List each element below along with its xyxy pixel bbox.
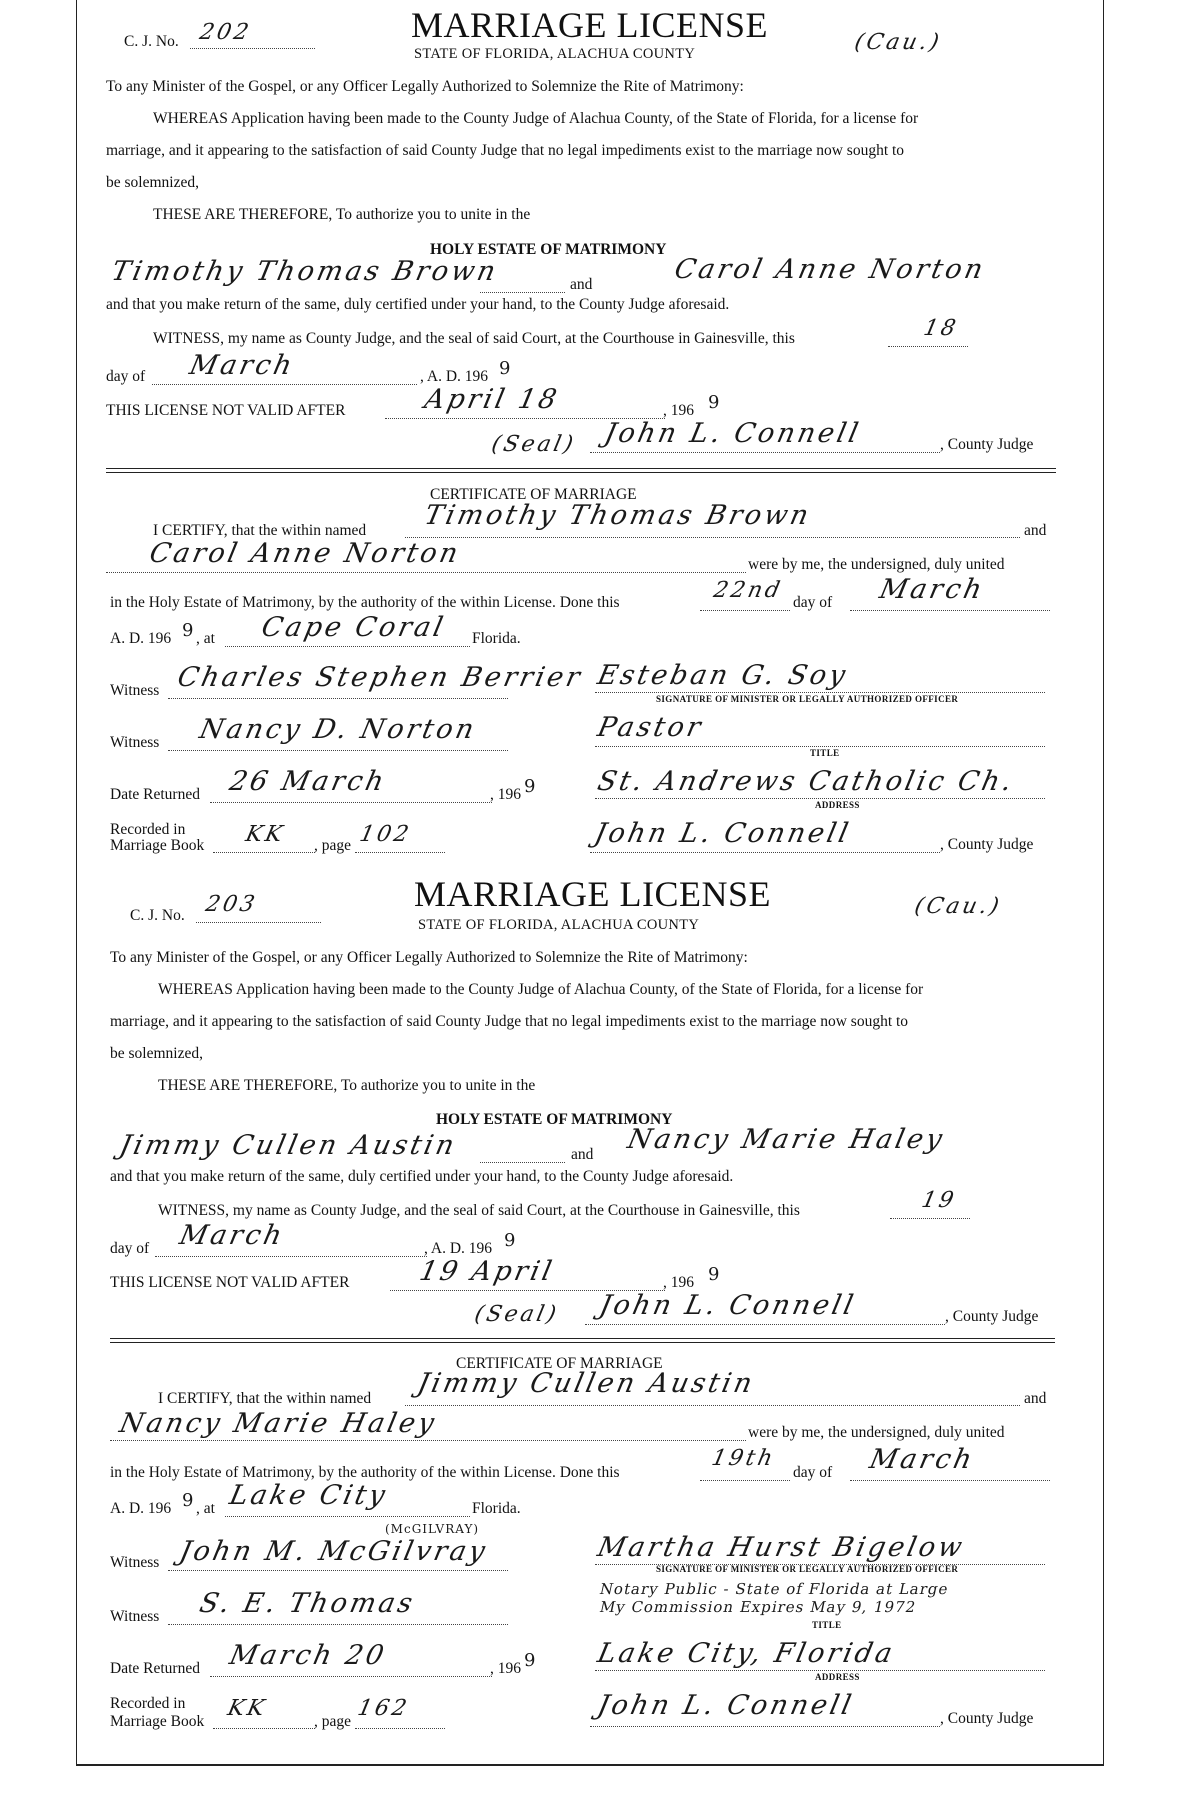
dotted-line (595, 746, 1045, 747)
certificate-title: CERTIFICATE OF MARRIAGE (430, 486, 637, 503)
dotted-line (110, 1440, 746, 1441)
license-month: March (176, 1220, 288, 1251)
dotted-line (152, 384, 417, 385)
date-returned-label: Date Returned (110, 786, 200, 803)
address-line: To any Minister of the Gospel, or any Officer Legally Authorized to Solemnize the Rite of Matrimony: (106, 78, 744, 95)
title-label: TITLE (810, 748, 840, 758)
address-label: ADDRESS (815, 1672, 860, 1682)
page-label: , page (314, 1713, 352, 1730)
dotted-line (213, 1728, 315, 1729)
expiry-year-label: , 196 (663, 402, 694, 419)
dotted-line (168, 698, 508, 699)
recorded-label-2: Marriage Book (110, 837, 205, 854)
returned-year: 9 (524, 1650, 537, 1671)
dotted-line (850, 610, 1050, 611)
ad-label: , A. D. 196 (420, 368, 489, 385)
witness1-note: (McGILVRAY) (385, 1522, 480, 1536)
county-judge-label: , County Judge (945, 1308, 1039, 1325)
not-valid-label: THIS LICENSE NOT VALID AFTER (106, 402, 346, 419)
officer-title: Pastor (594, 712, 707, 743)
dotted-line (595, 692, 1045, 693)
license-subtitle: STATE OF FLORIDA, ALACHUA COUNTY (418, 917, 700, 933)
marriage-place: Lake City (226, 1480, 391, 1511)
cert-bride-name: Nancy Marie Haley (116, 1408, 440, 1439)
cert-month: March (876, 574, 988, 605)
recorded-label-2: Marriage Book (110, 1713, 205, 1730)
license-title: MARRIAGE LICENSE (411, 5, 768, 45)
witness2-name: Nancy D. Norton (196, 714, 480, 745)
groom-name: Timothy Thomas Brown (108, 256, 502, 287)
cert-county-judge-label: , County Judge (940, 836, 1034, 853)
year-digit: 9 (504, 1230, 517, 1251)
judge-signature: John L. Connell (601, 418, 864, 449)
florida-label: Florida. (472, 630, 521, 647)
and-word: and (570, 276, 593, 293)
dotted-line (480, 1162, 565, 1163)
day-of-label: day of (110, 1240, 150, 1257)
handwritten-note: (Cau.) (912, 894, 1004, 919)
return-line: and that you make return of the same, duly certified under your hand, to the County Judge aforesaid. (106, 296, 730, 313)
cert-judge-signature: John L. Connell (594, 1690, 857, 1721)
dotted-line (210, 1676, 492, 1677)
dotted-line (196, 922, 321, 923)
at-label: , at (196, 1500, 215, 1517)
witness2-name: S. E. Thomas (196, 1588, 419, 1619)
page-label: , page (314, 837, 352, 854)
dotted-line (888, 346, 968, 347)
dotted-line (850, 1480, 1050, 1481)
therefore-line: THESE ARE THEREFORE, To authorize you to unite in the (158, 1077, 536, 1094)
cert-bride-name: Carol Anne Norton (146, 538, 464, 569)
expiry-year-digit: 9 (708, 392, 721, 413)
judge-signature: John L. Connell (596, 1290, 859, 1321)
year-digit: 9 (499, 358, 512, 379)
section-divider (110, 1338, 1055, 1343)
dotted-line (155, 1256, 427, 1257)
cj-number: 202 (197, 20, 254, 45)
officer-signature: Martha Hurst Bigelow (594, 1532, 968, 1563)
witness-day: 18 (921, 316, 961, 341)
whereas-line-2: marriage, and it appearing to the satisfaction of said County Judge that no legal impediments exist to the marriage now sought to (106, 142, 905, 159)
dotted-line (595, 1670, 1045, 1671)
dotted-line (210, 802, 492, 803)
ad2-year: 9 (182, 620, 195, 641)
dotted-line (190, 48, 315, 49)
expiry-year-label: , 196 (663, 1274, 694, 1291)
license-203 (0, 868, 1200, 1768)
dotted-line (590, 852, 940, 853)
and-word: and (571, 1146, 594, 1163)
holy-estate-heading: HOLY ESTATE OF MATRIMONY (436, 1111, 673, 1128)
dotted-line (168, 1570, 508, 1571)
dotted-line (890, 1218, 970, 1219)
date-returned-label: Date Returned (110, 1660, 200, 1677)
holy-estate-line: in the Holy Estate of Matrimony, by the authority of the within License. Done this (110, 594, 620, 611)
date-returned: March 20 (226, 1640, 390, 1671)
expiry-date: April 18 (421, 384, 563, 415)
cert-and: and (1024, 522, 1047, 539)
license-title: MARRIAGE LICENSE (414, 874, 771, 914)
address-line: To any Minister of the Gospel, or any Officer Legally Authorized to Solemnize the Rite of Matrimony: (110, 949, 748, 966)
address-label: ADDRESS (815, 800, 860, 810)
dotted-line (168, 750, 508, 751)
witness2-label: Witness (110, 734, 160, 751)
witness2-label: Witness (110, 1608, 160, 1625)
cert-and: and (1024, 1390, 1047, 1407)
marriage-book: KK (243, 822, 288, 847)
book-page: 102 (357, 822, 414, 847)
dotted-line (405, 537, 1020, 538)
book-page: 162 (355, 1696, 412, 1721)
cj-label: C. J. No. (130, 907, 185, 924)
ad2-label: A. D. 196 (110, 630, 172, 647)
marriage-book: KK (225, 1696, 270, 1721)
license-month: March (186, 350, 298, 381)
date-returned: 26 March (226, 766, 390, 797)
cert-month: March (866, 1444, 978, 1475)
done-day: 19th (709, 1446, 778, 1471)
cert-judge-signature: John L. Connell (591, 818, 854, 849)
cert-day-of: day of (793, 1464, 833, 1481)
officer-signature-label: SIGNATURE OF MINISTER OR LEGALLY AUTHORIZED OFFICER (656, 694, 959, 704)
officer-signature: Esteban G. Soy (594, 660, 851, 691)
officer-title: Notary Public - State of Florida at Large (598, 1580, 951, 1598)
ad2-label: A. D. 196 (110, 1500, 172, 1517)
return-line: and that you make return of the same, duly certified under your hand, to the County Judge aforesaid. (110, 1168, 734, 1185)
dotted-line (700, 610, 790, 611)
florida-label: Florida. (472, 1500, 521, 1517)
ad-label: , A. D. 196 (424, 1240, 493, 1257)
holy-estate-heading: HOLY ESTATE OF MATRIMONY (430, 241, 667, 258)
certify-line: I CERTIFY, that the within named (158, 1390, 372, 1407)
officer-signature-label: SIGNATURE OF MINISTER OR LEGALLY AUTHORIZED OFFICER (656, 1564, 959, 1574)
license-subtitle: STATE OF FLORIDA, ALACHUA COUNTY (414, 46, 696, 62)
holy-estate-line: in the Holy Estate of Matrimony, by the authority of the within License. Done this (110, 1464, 620, 1481)
officer-address: Lake City, Florida (594, 1638, 898, 1669)
expiry-date: 19 April (416, 1256, 558, 1287)
dotted-line (355, 1728, 445, 1729)
witness-line: WITNESS, my name as County Judge, and the seal of said Court, at the Courthouse in Gainesville, this (158, 1202, 800, 1219)
certificate-title: CERTIFICATE OF MARRIAGE (456, 1355, 663, 1372)
dotted-line (405, 1405, 1020, 1406)
cert-day-of: day of (793, 594, 833, 611)
dotted-line (225, 646, 470, 647)
officer-address: St. Andrews Catholic Ch. (594, 766, 1018, 797)
witness1-name: John M. McGilvray (176, 1536, 491, 1567)
dotted-line (590, 452, 940, 453)
county-judge-label: , County Judge (940, 436, 1034, 453)
section-divider (106, 468, 1056, 473)
recorded-label-1: Recorded in (110, 821, 186, 838)
dotted-line (595, 798, 1045, 799)
dotted-line (355, 852, 445, 853)
at-label: , at (196, 630, 215, 647)
day-of-label: day of (106, 368, 146, 385)
cert-groom-name: Timothy Thomas Brown (421, 500, 815, 531)
seal-mark: (Seal) (472, 1302, 562, 1327)
seal-mark: (Seal) (489, 432, 579, 457)
dotted-line (106, 572, 746, 573)
returned-year-label: , 196 (490, 1660, 521, 1677)
united-line: were by me, the undersigned, duly united (748, 556, 1005, 573)
bride-name: Carol Anne Norton (671, 254, 989, 285)
cert-groom-name: Jimmy Cullen Austin (414, 1368, 758, 1399)
groom-name: Jimmy Cullen Austin (116, 1130, 460, 1161)
returned-year-label: , 196 (490, 786, 521, 803)
officer-title-2: My Commission Expires May 9, 1972 (598, 1598, 919, 1616)
license-202 (0, 0, 1200, 860)
whereas-line-1: WHEREAS Application having been made to the County Judge of Alachua County, of the State of Florida, for a license for (158, 981, 924, 998)
witness1-label: Witness (110, 1554, 160, 1571)
returned-year: 9 (524, 776, 537, 797)
whereas-line-3: be solemnized, (106, 174, 199, 191)
dotted-line (480, 292, 565, 293)
title-label: TITLE (812, 1620, 842, 1630)
whereas-line-2: marriage, and it appearing to the satisfaction of said County Judge that no legal impediments exist to the marriage now sought to (110, 1013, 909, 1030)
handwritten-note: (Cau.) (852, 30, 944, 55)
recorded-label-1: Recorded in (110, 1695, 186, 1712)
dotted-line (590, 1726, 940, 1727)
dotted-line (225, 1516, 470, 1517)
witness-line: WITNESS, my name as County Judge, and the seal of said Court, at the Courthouse in Gainesville, this (153, 330, 795, 347)
whereas-line-3: be solemnized, (110, 1045, 203, 1062)
ad2-year: 9 (182, 1490, 195, 1511)
expiry-year-digit: 9 (708, 1264, 721, 1285)
cert-county-judge-label: , County Judge (940, 1710, 1034, 1727)
done-day: 22nd (711, 578, 785, 603)
certify-line: I CERTIFY, that the within named (153, 522, 367, 539)
therefore-line: THESE ARE THEREFORE, To authorize you to unite in the (153, 206, 531, 223)
bride-name: Nancy Marie Haley (624, 1124, 948, 1155)
witness1-name: Charles Stephen Berrier (174, 662, 586, 693)
whereas-line-1: WHEREAS Application having been made to the County Judge of Alachua County, of the State of Florida, for a license for (153, 110, 919, 127)
dotted-line (700, 1480, 790, 1481)
dotted-line (213, 852, 315, 853)
witness-day: 19 (919, 1188, 959, 1213)
dotted-line (585, 1324, 945, 1325)
cj-number: 203 (203, 892, 260, 917)
marriage-place: Cape Coral (258, 612, 449, 643)
cj-label: C. J. No. (124, 33, 179, 50)
not-valid-label: THIS LICENSE NOT VALID AFTER (110, 1274, 350, 1291)
dotted-line (168, 1624, 508, 1625)
united-line: were by me, the undersigned, duly united (748, 1424, 1005, 1441)
witness1-label: Witness (110, 682, 160, 699)
